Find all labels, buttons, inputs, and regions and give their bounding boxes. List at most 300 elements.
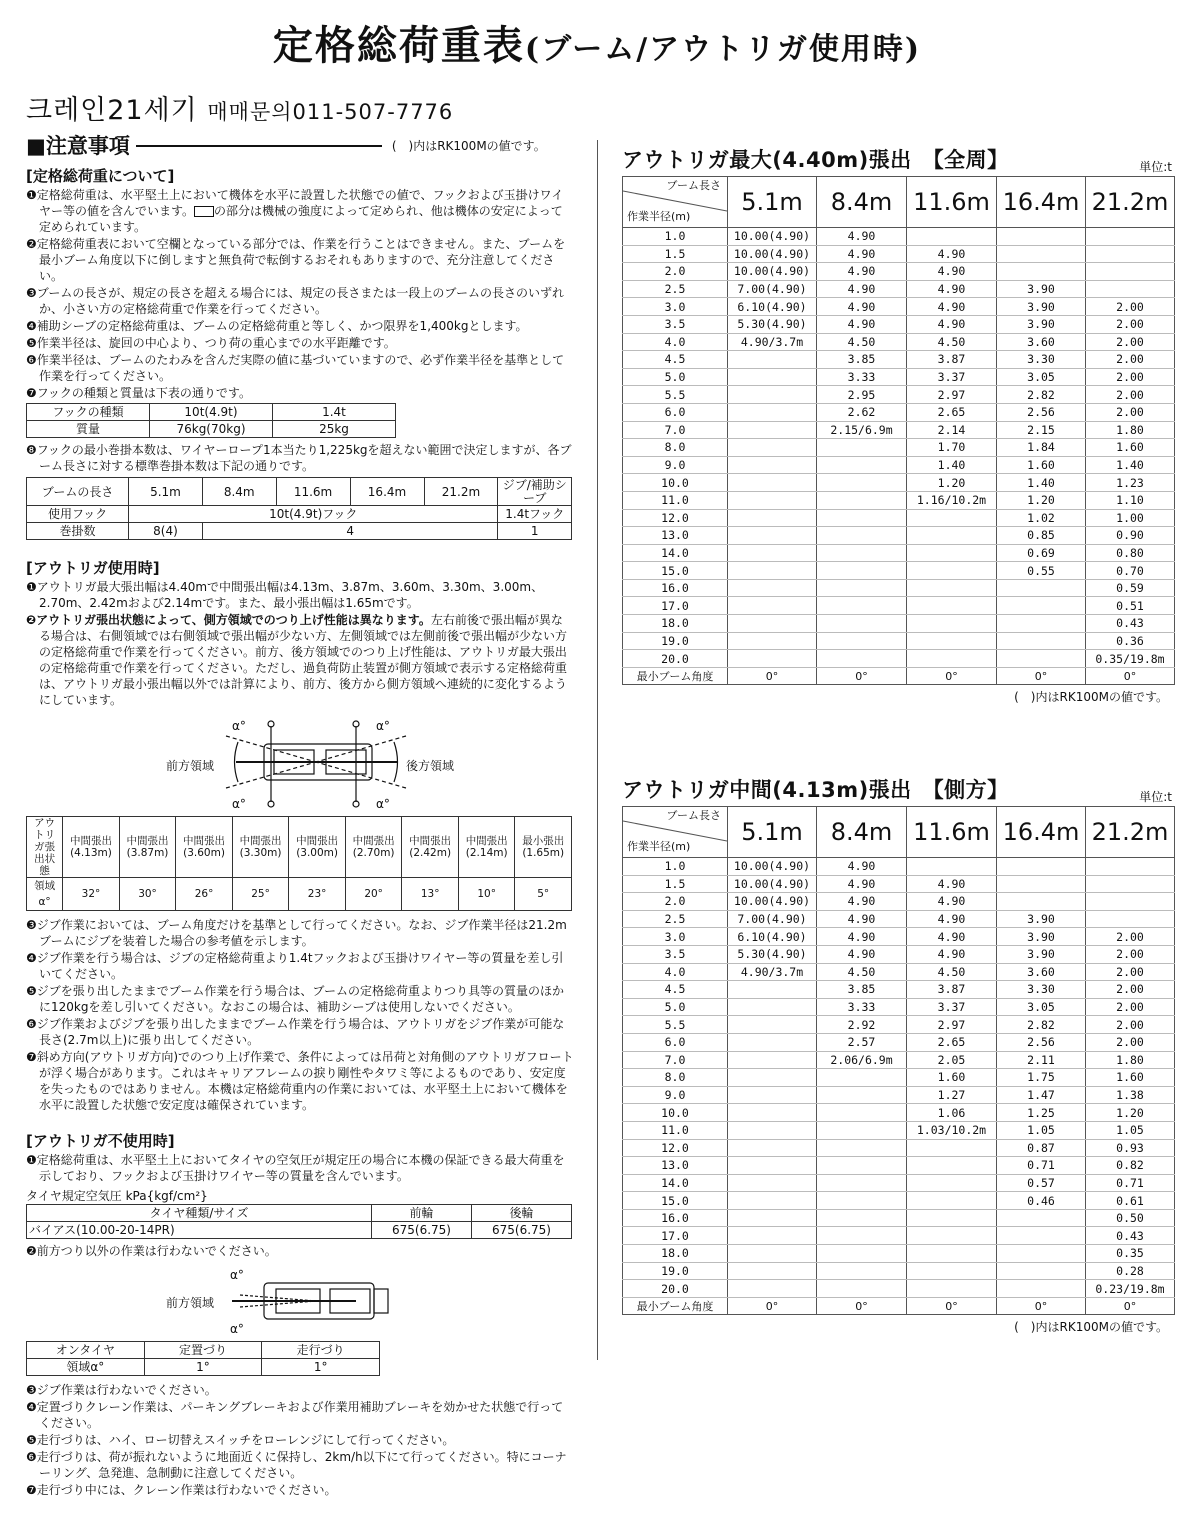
load-cell: 10.00(4.90) <box>728 875 817 893</box>
boom-length-header: 21.2m <box>1086 177 1175 228</box>
load-cell <box>728 474 817 492</box>
load-cell: 0.50 <box>1086 1209 1175 1227</box>
load-cell <box>728 544 817 562</box>
working-radius-cell: 5.5 <box>623 1016 728 1034</box>
note-item: ❽フックの最小巻掛本数は、ワイヤーロープ1本当たり1,225kgを超えない範囲で決定しますが、各ブーム長さに対する標準巻掛本数は下記の通りです。 <box>26 443 572 473</box>
load-cell: 0.46 <box>997 1192 1086 1210</box>
load-cell: 2.56 <box>997 403 1086 421</box>
note-item: ❶アウトリガ最大張出幅は4.40mで中間張出幅は4.13m、3.87m、3.60m、3.30m、3.00m、2.70m、2.42mおよび2.14mです。また、最小張出幅は1.65mです。 <box>26 580 544 610</box>
load-cell: 6.10(4.90) <box>728 928 817 946</box>
load-cell: 4.50 <box>817 963 907 981</box>
load-cell: 0.51 <box>1086 597 1175 615</box>
load-row <box>623 945 1175 963</box>
load-cell <box>817 1121 907 1139</box>
load-cell <box>907 1227 997 1245</box>
working-radius-cell: 19.0 <box>623 1262 728 1280</box>
load-cell <box>997 615 1086 633</box>
boom-length-header: 11.6m <box>907 807 997 858</box>
load-cell <box>728 597 817 615</box>
working-radius-cell: 16.0 <box>623 1209 728 1227</box>
note-item: ❻ジブ作業およびジブを張り出したままでブーム作業を行う場合は、アウトリガをジブ作業が可能な長さ(2.7m以上)に張り出してください。 <box>26 1017 565 1047</box>
load-cell: 0.35/19.8m <box>1086 650 1175 668</box>
load-cell <box>728 1174 817 1192</box>
load-cell <box>907 1280 997 1298</box>
load-cell: 2.00 <box>1086 981 1175 999</box>
load-cell <box>728 981 817 999</box>
working-radius-cell: 7.0 <box>623 421 728 439</box>
load-row <box>623 368 1175 386</box>
load-cell: 2.06/6.9m <box>817 1051 907 1069</box>
on-tire-area-diagram <box>26 1267 574 1337</box>
load-cell: 3.05 <box>997 368 1086 386</box>
note-item: ❷定格総荷重表において空欄となっている部分では、作業を行うことはできません。また、ブームを最小ブーム角度以下に倒しますと無負荷で転倒するおそれもありますので、充分注意してください。 <box>26 237 566 283</box>
working-radius-cell: 2.5 <box>623 280 728 298</box>
load-cell: 1.84 <box>997 439 1086 457</box>
load-cell <box>997 579 1086 597</box>
load-cell: 1.47 <box>997 1086 1086 1104</box>
load-cell <box>997 1209 1086 1227</box>
working-radius-cell: 4.5 <box>623 981 728 999</box>
load-cell <box>728 456 817 474</box>
load-cell <box>728 351 817 369</box>
working-radius-cell: 8.0 <box>623 439 728 457</box>
load-cell <box>728 1016 817 1034</box>
working-radius-cell: 1.0 <box>623 228 728 246</box>
load-cell: 1.70 <box>907 439 997 457</box>
load-cell: 1.40 <box>1086 456 1175 474</box>
load-cell: 4.90 <box>907 315 997 333</box>
load-cell <box>907 1209 997 1227</box>
load-cell: 4.90 <box>907 298 997 316</box>
load-row <box>623 298 1175 316</box>
load-row <box>623 509 1175 527</box>
working-radius-cell: 2.0 <box>623 263 728 281</box>
load-cell: 1.60 <box>997 456 1086 474</box>
load-row <box>623 351 1175 369</box>
load-cell <box>728 1051 817 1069</box>
dealer-phone: 매매문의011-507-7776 <box>207 100 454 124</box>
working-radius-cell: 10.0 <box>623 474 728 492</box>
load-row <box>623 632 1175 650</box>
load-cell <box>728 1192 817 1210</box>
load-cell <box>728 632 817 650</box>
load-cell: 1.75 <box>997 1069 1086 1087</box>
load-cell: 1.16/10.2m <box>907 491 997 509</box>
load-row <box>623 527 1175 545</box>
load-cell <box>728 1157 817 1175</box>
working-radius-cell: 17.0 <box>623 597 728 615</box>
load-cell <box>997 1227 1086 1245</box>
load-row <box>623 333 1175 351</box>
rear-area-label: 後方領域 <box>406 759 455 773</box>
load-cell: 2.00 <box>1086 298 1175 316</box>
load-cell: 0.36 <box>1086 632 1175 650</box>
load-cell: 0.23/19.8m <box>1086 1280 1175 1298</box>
load-cell <box>907 650 997 668</box>
note-item: ❸ジブ作業においては、ブーム角度だけを基準として行ってください。なお、ジブ作業半径は21.2mブームにジブを装着した場合の参考値を示します。 <box>26 918 567 948</box>
alpha-label: α° <box>232 719 246 733</box>
load-cell: 3.37 <box>907 998 997 1016</box>
load-cell: 2.95 <box>817 386 907 404</box>
load-row <box>623 1245 1175 1263</box>
working-radius-cell: 2.5 <box>623 910 728 928</box>
load-row <box>623 1227 1175 1245</box>
boom-length-header: 16.4m <box>997 807 1086 858</box>
load-cell: 1.60 <box>1086 439 1175 457</box>
load-cell: 2.00 <box>1086 928 1175 946</box>
load-cell: 4.90 <box>907 928 997 946</box>
load-cell <box>1086 858 1175 876</box>
load-cell: 1.27 <box>907 1086 997 1104</box>
note-item: ❹ジブ作業を行う場合は、ジブの定格総荷重より1.4tフックおよび玉掛けワイヤー等の質量を差し引いてください。 <box>26 951 564 981</box>
note-item: ❻作業半径は、ブームのたわみを含んだ実際の値に基づいていますので、必ず作業半径を基準として作業を行ってください。 <box>26 353 565 383</box>
working-radius-cell: 3.0 <box>623 928 728 946</box>
load-cell <box>997 245 1086 263</box>
load-cell: 2.57 <box>817 1033 907 1051</box>
load-row <box>623 1209 1175 1227</box>
load-cell: 7.00(4.90) <box>728 280 817 298</box>
load-cell <box>997 228 1086 246</box>
load-cell: 3.85 <box>817 351 907 369</box>
table-mid-outrigger: ブーム長さ 作業半径(m) 5.1m 8.4m 11.6m 16.4m 21.2m 1.0 10.00(4.90) 4.90 1.5 10.00(4.90) 4.90 4.90 2.0 10.00(4.90) 4.90 4.90 2.5 7.00(4.90) 4.90 4.90 3.90 3.0 6.10(4.90) 4.90 4.90 3.90 2.00 3.5 5.30(4.90) 4.90 4.90 3.90 2.00 4.0 4.90/3.7m 4.50 4.50 3.60 2.00 4.5 3.85 3.87 3.30 2.00 5.0 3.33 3.37 3.05 2.00 5.5 2.92 2.97 2.82 2.00 6.0 2.57 2.65 2.56 2.00 7.0 2.06/6.9m 2.05 2.11 1.80 8.0 1.60 1.75 1.60 9.0 1.27 1.47 1.38 10.0 1.06 1.25 1.20 11.0 1.03/10.2m 1.05 1.05 12.0 0.87 0.93 13.0 0.71 0.82 14.0 0.57 0.71 15.0 0.46 0.61 16.0 0.50 17.0 0.43 18.0 0.35 19.0 0.28 20.0 0.23/19.8m 最小ブーム角度 0° 0° 0° 0° 0° <box>622 806 1175 1315</box>
load-row <box>623 1086 1175 1104</box>
load-row <box>623 403 1175 421</box>
alpha-label: α° <box>232 797 246 811</box>
note-item: ❹補助シーブの定格総荷重は、ブームの定格総荷重と等しく、かつ限界を1,400kgとします。 <box>26 319 528 333</box>
alpha-label: α° <box>376 719 390 733</box>
load-cell <box>817 562 907 580</box>
load-cell: 4.90 <box>907 910 997 928</box>
load-cell: 10.00(4.90) <box>728 893 817 911</box>
working-radius-cell: 14.0 <box>623 544 728 562</box>
load-cell: 1.23 <box>1086 474 1175 492</box>
working-radius-cell: 5.0 <box>623 368 728 386</box>
notes-column <box>26 134 574 1499</box>
notes-heading: ■注意事項 ( )内はRK100Mの値です。 <box>26 134 546 158</box>
outrigger-area-diagram <box>26 716 574 812</box>
working-radius-cell: 11.0 <box>623 1121 728 1139</box>
load-row <box>623 562 1175 580</box>
load-cell <box>817 1192 907 1210</box>
load-cell: 1.40 <box>997 474 1086 492</box>
load-cell: 0.43 <box>1086 1227 1175 1245</box>
load-cell <box>728 562 817 580</box>
load-row <box>623 544 1175 562</box>
working-radius-cell: 13.0 <box>623 527 728 545</box>
load-cell: 0.93 <box>1086 1139 1175 1157</box>
working-radius-cell: 7.0 <box>623 1051 728 1069</box>
load-cell: 0.69 <box>997 544 1086 562</box>
load-cell <box>817 1104 907 1122</box>
working-radius-cell: 4.5 <box>623 351 728 369</box>
column-divider <box>597 140 598 1360</box>
load-cell: 1.25 <box>997 1104 1086 1122</box>
load-row <box>623 981 1175 999</box>
load-cell: 2.11 <box>997 1051 1086 1069</box>
load-cell <box>728 579 817 597</box>
load-cell: 4.90 <box>907 875 997 893</box>
working-radius-cell: 8.0 <box>623 1069 728 1087</box>
load-cell <box>907 597 997 615</box>
load-cell <box>907 1245 997 1263</box>
load-cell <box>817 509 907 527</box>
load-row <box>623 1033 1175 1051</box>
load-cell <box>1086 280 1175 298</box>
load-cell: 10.00(4.90) <box>728 858 817 876</box>
load-cell <box>728 439 817 457</box>
load-cell <box>728 650 817 668</box>
load-row <box>623 928 1175 946</box>
strength-box-icon <box>194 206 214 217</box>
dealer-name: 크레인21세기 <box>26 95 198 126</box>
load-cell: 0.28 <box>1086 1262 1175 1280</box>
load-row <box>623 474 1175 492</box>
load-cell: 1.60 <box>907 1069 997 1087</box>
load-cell: 4.90 <box>817 928 907 946</box>
table-max-title: アウトリガ最大(4.40m)張出 【全周】 <box>622 148 1009 172</box>
load-cell: 1.20 <box>907 474 997 492</box>
on-tire-table: オンタイヤ 定置づり 走行づり 領域α° 1° 1° <box>26 1341 380 1376</box>
note-item: ❼走行づり中には、クレーン作業は行わないでください。 <box>26 1483 337 1497</box>
load-cell: 10.00(4.90) <box>728 245 817 263</box>
load-cell: 5.30(4.90) <box>728 945 817 963</box>
load-cell: 1.02 <box>997 509 1086 527</box>
load-cell: 0.82 <box>1086 1157 1175 1175</box>
load-cell <box>1086 263 1175 281</box>
load-row <box>623 650 1175 668</box>
load-cell <box>817 650 907 668</box>
sec-outrigger-heading: [アウトリガ使用時] <box>26 559 160 577</box>
load-row <box>623 910 1175 928</box>
load-cell: 0.35 <box>1086 1245 1175 1263</box>
load-cell: 1.40 <box>907 456 997 474</box>
note-item: ❼斜め方向(アウトリガ方向)でのつり上げ作業で、条件によっては吊荷と対角側のアウトリガフロートが浮く場合があります。これはキャリアフレームの捩り剛性やタワミ等によるものであり、安定度を失ったものではありません。本機は定格総荷重内の作業においては、水平堅土上において機体を水平に設置した状態で安定度は確保されています。 <box>26 1050 574 1112</box>
load-cell: 2.97 <box>907 386 997 404</box>
load-cell: 3.37 <box>907 368 997 386</box>
load-cell: 4.90 <box>817 228 907 246</box>
load-cell <box>1086 875 1175 893</box>
load-cell: 7.00(4.90) <box>728 910 817 928</box>
load-cell <box>728 421 817 439</box>
boom-length-header: 8.4m <box>817 177 907 228</box>
load-cell: 3.05 <box>997 998 1086 1016</box>
load-cell <box>817 597 907 615</box>
load-row <box>623 491 1175 509</box>
crane-topview-icon <box>26 1267 574 1337</box>
load-cell: 2.00 <box>1086 403 1175 421</box>
title-sub: (ブーム/アウトリガ使用時) <box>524 32 922 67</box>
load-cell: 0.61 <box>1086 1192 1175 1210</box>
load-cell <box>817 439 907 457</box>
load-cell: 4.50 <box>907 963 997 981</box>
load-cell: 2.56 <box>997 1033 1086 1051</box>
note-item: ❶定格総荷重は、水平堅土上において機体を水平に設置した状態での値で、フックおよび玉掛けワイヤー等の値を含んでいます。 の部分は機械の強度によって定められ、他は機体の安定によって定められています。 <box>26 188 564 234</box>
load-cell: 4.90 <box>817 263 907 281</box>
load-row <box>623 1104 1175 1122</box>
load-row <box>623 893 1175 911</box>
load-row <box>623 263 1175 281</box>
crane-topview-icon <box>26 716 574 812</box>
load-cell <box>907 562 997 580</box>
load-cell <box>997 1245 1086 1263</box>
load-cell <box>997 893 1086 911</box>
load-cell: 2.15 <box>997 421 1086 439</box>
load-cell: 4.50 <box>907 333 997 351</box>
load-row <box>623 1051 1175 1069</box>
load-cell: 3.30 <box>997 981 1086 999</box>
load-cell <box>817 1280 907 1298</box>
working-radius-cell: 15.0 <box>623 562 728 580</box>
load-row <box>623 228 1175 246</box>
load-cell <box>728 1245 817 1263</box>
load-cell: 4.90 <box>907 263 997 281</box>
load-cell: 2.00 <box>1086 333 1175 351</box>
working-radius-cell: 9.0 <box>623 456 728 474</box>
load-cell: 6.10(4.90) <box>728 298 817 316</box>
load-cell: 3.90 <box>997 315 1086 333</box>
load-cell: 4.90/3.7m <box>728 333 817 351</box>
load-cell <box>817 579 907 597</box>
load-cell: 1.80 <box>1086 421 1175 439</box>
table-mid-footnote: ( )内はRK100Mの値です。 <box>1014 1320 1168 1334</box>
load-cell: 3.85 <box>817 981 907 999</box>
working-radius-cell: 10.0 <box>623 1104 728 1122</box>
load-cell <box>728 1227 817 1245</box>
load-cell <box>907 632 997 650</box>
load-cell: 3.90 <box>997 280 1086 298</box>
load-cell: 0.70 <box>1086 562 1175 580</box>
load-cell: 2.65 <box>907 1033 997 1051</box>
load-cell <box>817 632 907 650</box>
load-cell: 2.00 <box>1086 368 1175 386</box>
load-cell: 2.00 <box>1086 998 1175 1016</box>
load-cell: 1.03/10.2m <box>907 1121 997 1139</box>
working-radius-cell: 6.0 <box>623 1033 728 1051</box>
load-cell: 4.50 <box>817 333 907 351</box>
page-title <box>0 14 1194 71</box>
load-cell <box>817 1174 907 1192</box>
load-cell: 4.90 <box>817 245 907 263</box>
load-cell: 0.57 <box>997 1174 1086 1192</box>
load-row <box>623 1139 1175 1157</box>
load-cell <box>728 615 817 633</box>
load-cell: 2.00 <box>1086 386 1175 404</box>
load-cell: 2.97 <box>907 1016 997 1034</box>
load-cell: 0.85 <box>997 527 1086 545</box>
load-cell: 2.00 <box>1086 945 1175 963</box>
load-cell: 2.00 <box>1086 1033 1175 1051</box>
load-cell <box>907 615 997 633</box>
load-cell: 4.90 <box>817 298 907 316</box>
load-row <box>623 1262 1175 1280</box>
note-item: ❼フックの種類と質量は下表の通りです。 <box>26 386 251 400</box>
note-item: ❻走行づりは、荷が振れないように地面近くに保持し、2km/h以下にて行ってください。特にコーナーリング、急発進、急制動に注意してください。 <box>26 1450 567 1480</box>
load-row <box>623 439 1175 457</box>
load-cell <box>907 579 997 597</box>
load-cell <box>997 650 1086 668</box>
tire-table: タイヤ種類/サイズ 前輪 後輪 バイアス(10.00-20-14PR) 675(6.75) 675(6.75) <box>26 1204 572 1239</box>
working-radius-cell: 9.0 <box>623 1086 728 1104</box>
load-row <box>623 1121 1175 1139</box>
load-cell: 2.82 <box>997 1016 1086 1034</box>
load-cell: 2.05 <box>907 1051 997 1069</box>
load-cell: 4.90 <box>907 245 997 263</box>
load-cell <box>817 1069 907 1087</box>
load-cell: 2.62 <box>817 403 907 421</box>
table-mid-unit: 単位:t <box>1139 790 1172 804</box>
tire-pressure-label: タイヤ規定空気圧 kPa{kgf/cm²} <box>26 1189 208 1203</box>
heading-rule <box>136 145 382 147</box>
note-item: ❺ジブを張り出したままでブーム作業を行う場合は、ブームの定格総荷重よりつり具等の質量のほかに120kgを差し引いてください。なおこの場合は、補助シーブは使用しないでください。 <box>26 984 565 1014</box>
load-cell: 0.80 <box>1086 544 1175 562</box>
load-cell <box>1086 893 1175 911</box>
reeving-table: ブームの長さ 5.1m 8.4m 11.6m 16.4m 21.2m ジブ/補助シーブ 使用フック 10t(4.9t)フック 1.4tフック 巻掛数 8(4) 4 1 <box>26 477 572 540</box>
load-cell: 2.00 <box>1086 351 1175 369</box>
working-radius-cell: 6.0 <box>623 403 728 421</box>
load-cell: 3.87 <box>907 351 997 369</box>
load-cell: 2.65 <box>907 403 997 421</box>
load-cell <box>907 1192 997 1210</box>
working-radius-cell: 4.0 <box>623 333 728 351</box>
load-cell <box>907 544 997 562</box>
load-cell <box>907 1174 997 1192</box>
load-cell: 4.90 <box>907 945 997 963</box>
load-row <box>623 1174 1175 1192</box>
note-item: ❹定置づりクレーン作業は、パーキングブレーキおよび作業用補助ブレーキを効かせた状態で行ってください。 <box>26 1400 564 1430</box>
load-cell: 3.90 <box>997 298 1086 316</box>
load-cell: 3.87 <box>907 981 997 999</box>
load-row <box>623 386 1175 404</box>
note-item: ❺作業半径は、旋回の中心より、つり荷の重心までの水平距離です。 <box>26 336 396 350</box>
load-cell: 3.90 <box>997 910 1086 928</box>
sec-rated-load-heading: [定格総荷重について] <box>26 167 175 185</box>
load-cell <box>907 228 997 246</box>
load-cell: 4.90 <box>817 910 907 928</box>
title-main: 定格総荷重表 <box>272 22 525 69</box>
load-cell <box>817 527 907 545</box>
corner-cell: ブーム長さ 作業半径(m) <box>623 807 728 858</box>
load-cell <box>728 1262 817 1280</box>
load-cell: 4.90 <box>817 945 907 963</box>
load-cell: 1.20 <box>997 491 1086 509</box>
load-cell: 1.06 <box>907 1104 997 1122</box>
load-cell <box>728 368 817 386</box>
load-cell <box>728 998 817 1016</box>
load-cell: 1.80 <box>1086 1051 1175 1069</box>
load-cell <box>997 858 1086 876</box>
load-cell <box>817 1086 907 1104</box>
working-radius-cell: 5.5 <box>623 386 728 404</box>
load-cell <box>817 1157 907 1175</box>
front-area-label: 前方領域 <box>166 1296 215 1310</box>
table-max-outrigger: ブーム長さ 作業半径(m) 5.1m 8.4m 11.6m 16.4m 21.2m 1.0 10.00(4.90) 4.90 1.5 10.00(4.90) 4.90 4.90 2.0 10.00(4.90) 4.90 4.90 2.5 7.00(4.90) 4.90 4.90 3.90 3.0 6.10(4.90) 4.90 4.90 3.90 2.00 3.5 5.30(4.90) 4.90 4.90 3.90 2.00 4.0 4.90/3.7m 4.50 4.50 3.60 2.00 4.5 3.85 3.87 3.30 2.00 5.0 3.33 3.37 3.05 2.00 5.5 2.95 2.97 2.82 2.00 6.0 2.62 2.65 2.56 2.00 7.0 2.15/6.9m 2.14 2.15 1.80 8.0 1.70 1.84 1.60 9.0 1.40 1.60 1.40 10.0 1.20 1.40 1.23 11.0 1.16/10.2m 1.20 1.10 12.0 1.02 1.00 13.0 0.85 0.90 14.0 0.69 0.80 15.0 0.55 0.70 16.0 0.59 17.0 0.51 18.0 0.43 19.0 0.36 20.0 0.35/19.8m 最小ブーム角度 0° 0° 0° 0° 0° <box>622 176 1175 685</box>
working-radius-cell: 2.0 <box>623 893 728 911</box>
load-cell <box>728 1121 817 1139</box>
load-cell: 1.38 <box>1086 1086 1175 1104</box>
working-radius-cell: 20.0 <box>623 650 728 668</box>
load-row <box>623 875 1175 893</box>
load-cell <box>997 597 1086 615</box>
load-cell: 0.71 <box>997 1157 1086 1175</box>
alpha-label: α° <box>230 1268 244 1282</box>
load-cell <box>817 474 907 492</box>
note-item: ❷前方つり以外の作業は行わないでください。 <box>26 1244 277 1258</box>
load-cell <box>817 1139 907 1157</box>
load-cell <box>817 1209 907 1227</box>
load-cell <box>1086 245 1175 263</box>
load-cell <box>907 1262 997 1280</box>
load-cell <box>728 1033 817 1051</box>
